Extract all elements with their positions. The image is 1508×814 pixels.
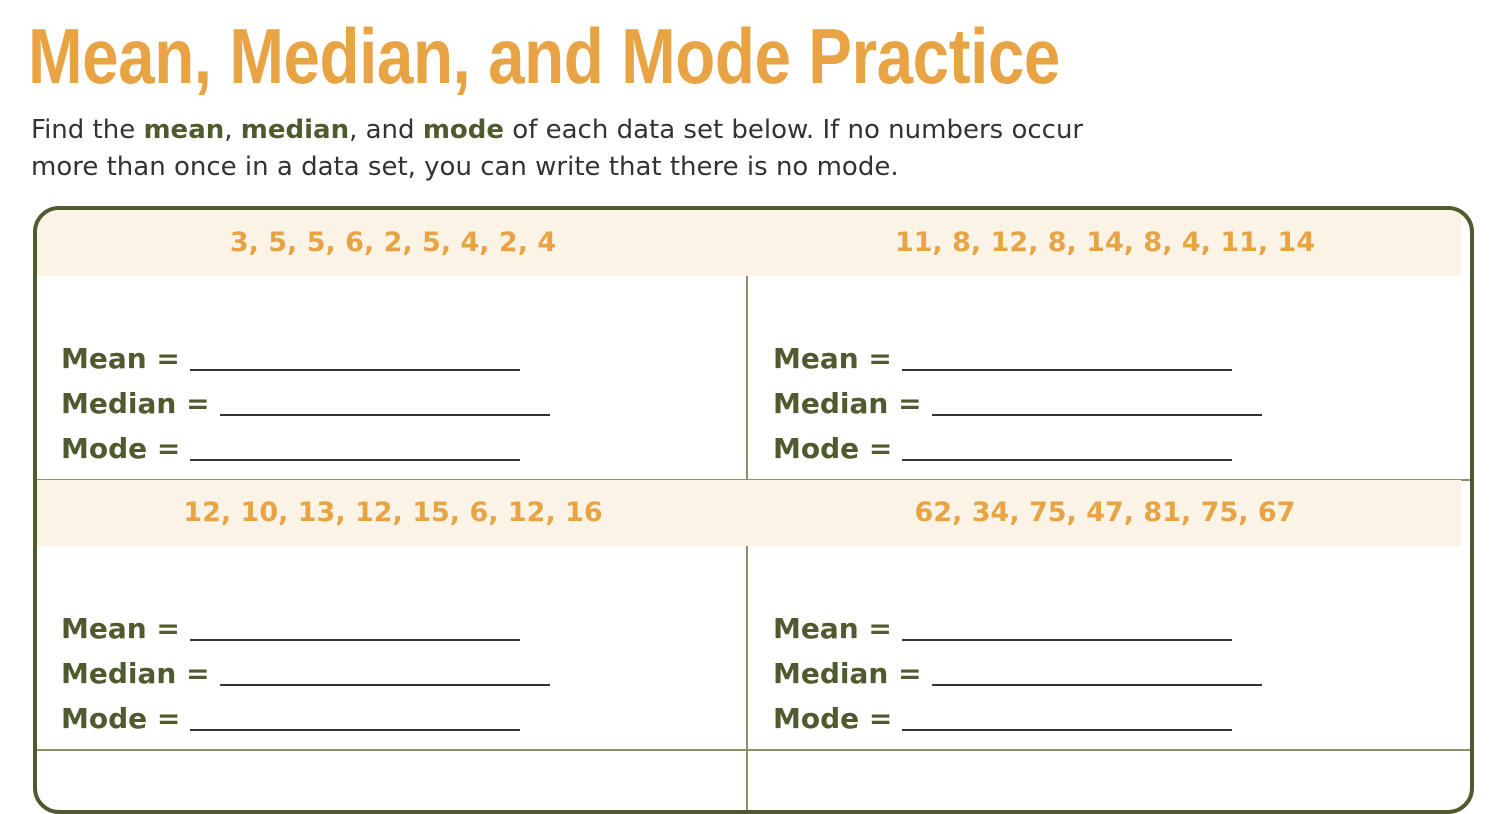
instructions-text: ,: [224, 115, 241, 145]
answer-area: [773, 604, 1262, 739]
median-row: [773, 379, 1262, 424]
mean-label: Mean =: [61, 342, 180, 375]
median-answer-blank[interactable]: [220, 412, 550, 416]
mode-row: [773, 424, 1262, 469]
answer-area: [61, 604, 550, 739]
mean-label: Mean =: [773, 612, 892, 645]
data-set-header: 12, 10, 13, 12, 15, 6, 12, 16: [37, 480, 749, 546]
mean-label: Mean =: [61, 612, 180, 645]
mean-row: [61, 334, 550, 379]
mode-label: Mode =: [773, 702, 893, 735]
mean-label: Mean =: [773, 342, 892, 375]
practice-grid: [33, 206, 1474, 814]
instructions-text: Find the: [31, 115, 144, 145]
median-answer-blank[interactable]: [932, 412, 1262, 416]
problem-cell-2: [749, 210, 1461, 480]
page-title: Mean, Median, and Mode Practice: [28, 12, 1060, 100]
data-set-header: 11, 8, 12, 8, 14, 8, 4, 11, 14: [749, 210, 1461, 276]
instructions-text: , and: [349, 115, 423, 145]
problem-cell-1: [37, 210, 749, 480]
median-answer-blank[interactable]: [220, 682, 550, 686]
mode-row: [61, 694, 550, 739]
mean-answer-blank[interactable]: [190, 637, 520, 641]
mode-label: Mode =: [773, 432, 893, 465]
answer-area: [61, 334, 550, 469]
mean-answer-blank[interactable]: [190, 367, 520, 371]
median-row: [61, 379, 550, 424]
keyword-mean: mean: [143, 115, 225, 145]
median-row: [773, 649, 1262, 694]
median-answer-blank[interactable]: [932, 682, 1262, 686]
mode-row: [773, 694, 1262, 739]
mode-row: [61, 424, 550, 469]
mode-label: Mode =: [61, 432, 181, 465]
mode-label: Mode =: [61, 702, 181, 735]
mean-answer-blank[interactable]: [902, 367, 1232, 371]
median-label: Median =: [773, 387, 922, 420]
problem-cell-3: [37, 480, 749, 750]
keyword-median: median: [240, 115, 350, 145]
data-set-header: 62, 34, 75, 47, 81, 75, 67: [749, 480, 1461, 546]
instructions-text: of each data set below. If no numbers occur more than once in a data set, you can write that there is no mode.: [31, 115, 1084, 182]
mode-answer-blank[interactable]: [902, 727, 1232, 731]
mean-row: [61, 604, 550, 649]
median-label: Median =: [61, 387, 210, 420]
mean-answer-blank[interactable]: [902, 637, 1232, 641]
data-set-header: 3, 5, 5, 6, 2, 5, 4, 2, 4: [37, 210, 749, 276]
answer-area: [773, 334, 1262, 469]
mode-answer-blank[interactable]: [902, 457, 1232, 461]
median-row: [61, 649, 550, 694]
median-label: Median =: [773, 657, 922, 690]
mean-row: [773, 604, 1262, 649]
instructions: [31, 112, 1151, 186]
keyword-mode: mode: [422, 115, 505, 145]
mode-answer-blank[interactable]: [190, 727, 520, 731]
median-label: Median =: [61, 657, 210, 690]
problem-cell-4: [749, 480, 1461, 750]
mean-row: [773, 334, 1262, 379]
mode-answer-blank[interactable]: [190, 457, 520, 461]
